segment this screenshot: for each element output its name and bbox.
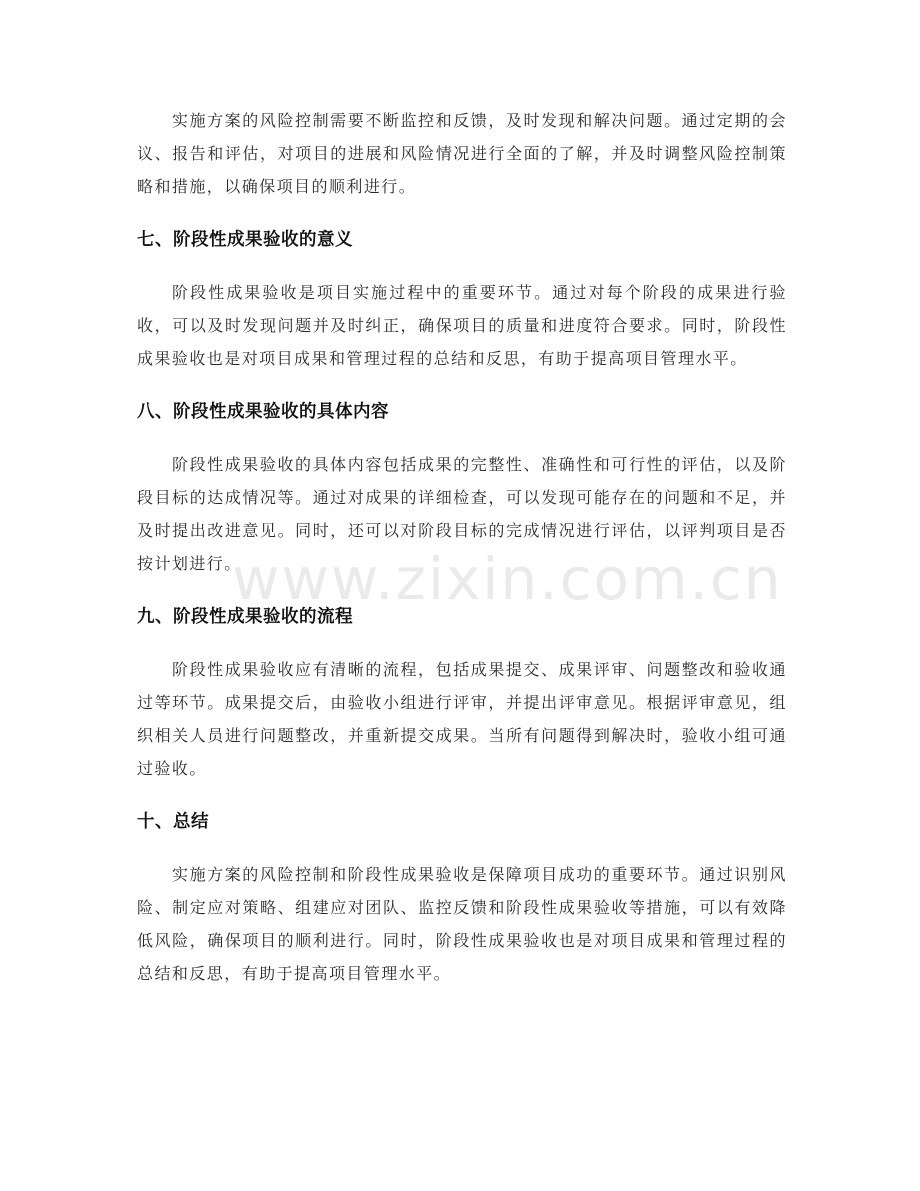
spacer [137,634,787,653]
intro-paragraph: 实施方案的风险控制需要不断监控和反馈，及时发现和解决问题。通过定期的会议、报告和评估，对项目的进展和风险情况进行全面的了解，并及时调整风险控制策略和措施，以确保项目的顺利进行。 [137,111,787,196]
spacer [137,375,787,396]
section-heading-7: 七、阶段性成果验收的意义 [137,230,353,250]
spacer [137,785,787,806]
watermark-text: www.zixin.com.cn [232,545,783,613]
section-paragraph-7: 阶段性成果验收是项目实施过程中的重要环节。通过对每个阶段的成果进行验收，可以及时发现问题并及时纠正，确保项目的质量和进度符合要求。同时，阶段性成果验收也是对项目成果和管理过程的总结和反思，有助于提高项目管理水平。 [137,283,787,368]
section-heading-9: 九、阶段性成果验收的流程 [137,607,353,627]
spacer [137,257,787,276]
spacer [137,839,787,858]
section-paragraph-10: 实施方案的风险控制和阶段性成果验收是保障项目成功的重要环节。通过识别风险、制定应对策略、组建应对团队、监控反馈和阶段性成果验收等措施，可以有效降低风险，确保项目的顺利进行。同时，阶段性成果验收也是对项目成果和管理过程的总结和反思，有助于提高项目管理水平。 [137,865,787,983]
section-paragraph-8: 阶段性成果验收的具体内容包括成果的完整性、准确性和可行性的评估，以及阶段目标的达成情况等。通过对成果的详细检查，可以发现可能存在的问题和不足，并及时提出改进意见。同时，还可以对阶段目标的完成情况进行评估，以评判项目是否按计划进行。 [137,455,787,573]
section-heading-10: 十、总结 [137,812,209,832]
spacer [137,203,787,224]
document-body [137,104,787,990]
section-paragraph-9: 阶段性成果验收应有清晰的流程，包括成果提交、成果评审、问题整改和验收通过等环节。成果提交后，由验收小组进行评审，并提出评审意见。根据评审意见，组织相关人员进行问题整改，并重新提交成果。当所有问题得到解决时，验收小组可通过验收。 [137,660,787,778]
spacer [137,429,787,448]
spacer [137,580,787,601]
section-heading-8: 八、阶段性成果验收的具体内容 [137,402,389,422]
